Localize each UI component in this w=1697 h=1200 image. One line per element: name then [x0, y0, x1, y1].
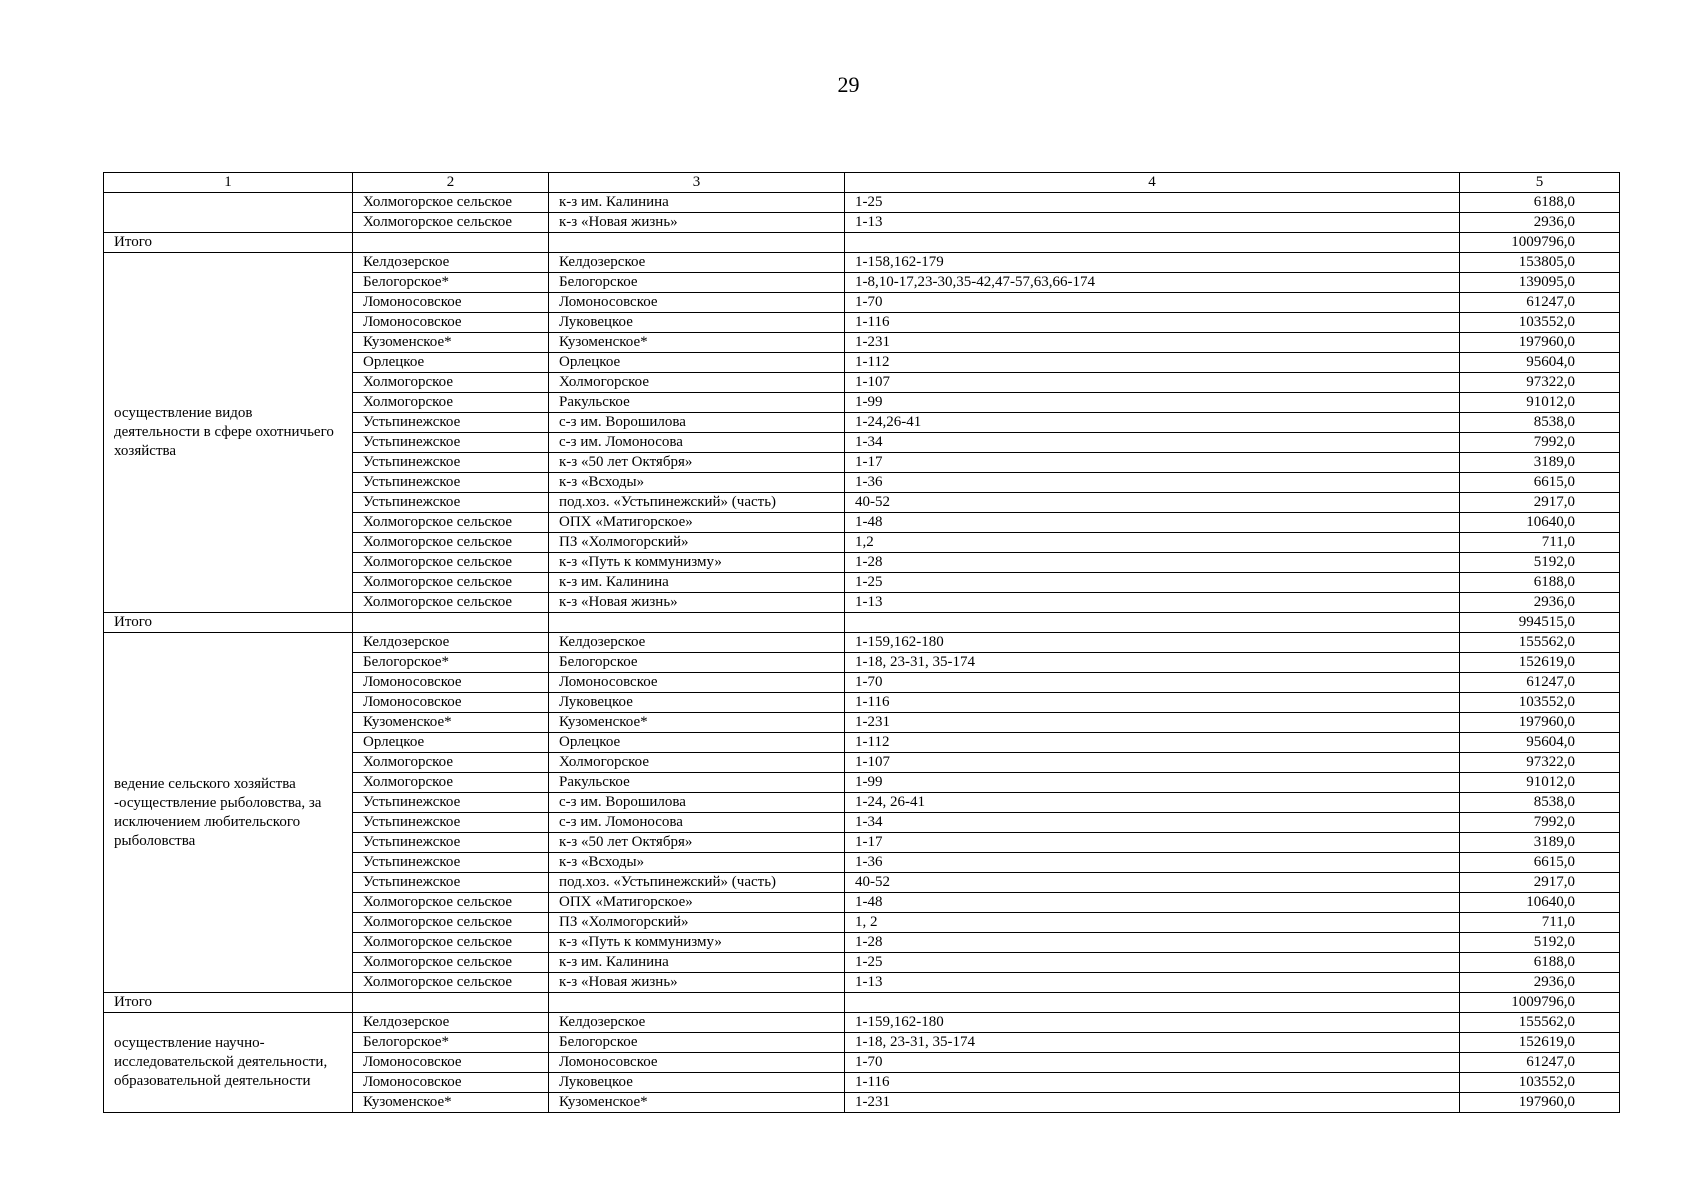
forestry-cell: Ломоносовское: [353, 1073, 549, 1093]
empty-cell: [549, 613, 845, 633]
forestry-cell: Холмогорское сельское: [353, 213, 549, 233]
area-cell: 2936,0: [1460, 593, 1620, 613]
district-forestry-cell: Холмогорское: [549, 753, 845, 773]
table-row: [104, 193, 1620, 213]
quarters-cell: 1-48: [845, 893, 1460, 913]
district-forestry-cell: Ракульское: [549, 773, 845, 793]
district-forestry-cell: Кузоменское*: [549, 1093, 845, 1113]
forestry-cell: Ломоносовское: [353, 293, 549, 313]
quarters-cell: 1-34: [845, 813, 1460, 833]
district-forestry-cell: к-з «Путь к коммунизму»: [549, 553, 845, 573]
forestry-cell: Кузоменское*: [353, 713, 549, 733]
purpose-group-cell: [104, 193, 353, 233]
purpose-group-cell: ведение сельского хозяйства -осуществление рыболовства, за исключением любительского рыболовства: [104, 633, 353, 993]
area-cell: 711,0: [1460, 533, 1620, 553]
empty-cell: [845, 993, 1460, 1013]
quarters-cell: 1-112: [845, 733, 1460, 753]
empty-cell: [845, 613, 1460, 633]
column-number-cell: 5: [1460, 173, 1620, 193]
forestry-cell: Холмогорское сельское: [353, 913, 549, 933]
forestry-cell: Холмогорское: [353, 373, 549, 393]
forestry-cell: Устьпинежское: [353, 493, 549, 513]
forestry-cell: Устьпинежское: [353, 413, 549, 433]
column-number-cell: 2: [353, 173, 549, 193]
district-forestry-cell: ОПХ «Матигорское»: [549, 513, 845, 533]
district-forestry-cell: Луковецкое: [549, 693, 845, 713]
forestry-cell: Холмогорское сельское: [353, 593, 549, 613]
quarters-cell: 1-112: [845, 353, 1460, 373]
area-cell: 6188,0: [1460, 193, 1620, 213]
forestry-cell: Орлецкое: [353, 733, 549, 753]
forestry-cell: Ломоносовское: [353, 1053, 549, 1073]
district-forestry-cell: Келдозерское: [549, 633, 845, 653]
total-label: Итого: [104, 993, 353, 1013]
forestry-cell: Холмогорское сельское: [353, 193, 549, 213]
quarters-cell: 1-25: [845, 953, 1460, 973]
quarters-cell: 1-8,10-17,23-30,35-42,47-57,63,66-174: [845, 273, 1460, 293]
forestry-cell: Ломоносовское: [353, 313, 549, 333]
quarters-cell: 1-70: [845, 673, 1460, 693]
quarters-cell: 1-116: [845, 1073, 1460, 1093]
district-forestry-cell: Келдозерское: [549, 1013, 845, 1033]
district-forestry-cell: с-з им. Ворошилова: [549, 793, 845, 813]
column-number-cell: 1: [104, 173, 353, 193]
district-forestry-cell: к-з «50 лет Октября»: [549, 833, 845, 853]
empty-cell: [845, 233, 1460, 253]
column-number-row: [104, 173, 1620, 193]
quarters-cell: 1-158,162-179: [845, 253, 1460, 273]
quarters-cell: 1-99: [845, 393, 1460, 413]
table-row: [104, 633, 1620, 653]
area-cell: 139095,0: [1460, 273, 1620, 293]
area-cell: 91012,0: [1460, 773, 1620, 793]
area-cell: 2936,0: [1460, 973, 1620, 993]
forestry-cell: Холмогорское сельское: [353, 933, 549, 953]
purpose-group-cell: осуществление видов деятельности в сфере охотничьего хозяйства: [104, 253, 353, 613]
forestry-cell: Кузоменское*: [353, 1093, 549, 1113]
area-cell: 95604,0: [1460, 353, 1620, 373]
forestry-cell: Белогорское*: [353, 1033, 549, 1053]
quarters-cell: 1-36: [845, 473, 1460, 493]
district-forestry-cell: к-з «Путь к коммунизму»: [549, 933, 845, 953]
district-forestry-cell: Орлецкое: [549, 353, 845, 373]
total-value: 1009796,0: [1460, 993, 1620, 1013]
district-forestry-cell: к-з им. Калинина: [549, 193, 845, 213]
district-forestry-cell: к-з «Новая жизнь»: [549, 593, 845, 613]
quarters-cell: 1-36: [845, 853, 1460, 873]
area-cell: 61247,0: [1460, 1053, 1620, 1073]
forestry-cell: Устьпинежское: [353, 473, 549, 493]
total-row: [104, 233, 1620, 253]
table-body: [104, 173, 1620, 1113]
area-cell: 3189,0: [1460, 453, 1620, 473]
district-forestry-cell: Луковецкое: [549, 313, 845, 333]
area-cell: 103552,0: [1460, 1073, 1620, 1093]
district-forestry-cell: к-з «Новая жизнь»: [549, 973, 845, 993]
area-cell: 103552,0: [1460, 313, 1620, 333]
quarters-cell: 1-107: [845, 373, 1460, 393]
quarters-cell: 1, 2: [845, 913, 1460, 933]
forestry-cell: Ломоносовское: [353, 693, 549, 713]
area-cell: 197960,0: [1460, 713, 1620, 733]
area-cell: 10640,0: [1460, 513, 1620, 533]
quarters-cell: 1-48: [845, 513, 1460, 533]
forestry-cell: Устьпинежское: [353, 873, 549, 893]
quarters-cell: 1-28: [845, 933, 1460, 953]
district-forestry-cell: Белогорское: [549, 653, 845, 673]
total-value: 994515,0: [1460, 613, 1620, 633]
area-cell: 152619,0: [1460, 1033, 1620, 1053]
area-cell: 155562,0: [1460, 633, 1620, 653]
district-forestry-cell: Орлецкое: [549, 733, 845, 753]
quarters-cell: 1-231: [845, 333, 1460, 353]
district-forestry-cell: Кузоменское*: [549, 713, 845, 733]
forestry-register-table: [103, 172, 1620, 1113]
district-forestry-cell: к-з «Всходы»: [549, 853, 845, 873]
forestry-cell: Холмогорское сельское: [353, 553, 549, 573]
district-forestry-cell: ОПХ «Матигорское»: [549, 893, 845, 913]
total-row: [104, 993, 1620, 1013]
area-cell: 2917,0: [1460, 873, 1620, 893]
district-forestry-cell: Ломоносовское: [549, 673, 845, 693]
quarters-cell: 1-18, 23-31, 35-174: [845, 1033, 1460, 1053]
total-label: Итого: [104, 613, 353, 633]
district-forestry-cell: ПЗ «Холмогорский»: [549, 913, 845, 933]
area-cell: 7992,0: [1460, 813, 1620, 833]
quarters-cell: 1-116: [845, 693, 1460, 713]
area-cell: 152619,0: [1460, 653, 1620, 673]
area-cell: 711,0: [1460, 913, 1620, 933]
area-cell: 97322,0: [1460, 373, 1620, 393]
table-row: [104, 1013, 1620, 1033]
district-forestry-cell: Келдозерское: [549, 253, 845, 273]
quarters-cell: 1-70: [845, 1053, 1460, 1073]
district-forestry-cell: Луковецкое: [549, 1073, 845, 1093]
quarters-cell: 1-17: [845, 453, 1460, 473]
area-cell: 10640,0: [1460, 893, 1620, 913]
total-row: [104, 613, 1620, 633]
empty-cell: [549, 993, 845, 1013]
quarters-cell: 40-52: [845, 873, 1460, 893]
forestry-cell: Холмогорское сельское: [353, 533, 549, 553]
quarters-cell: 1-13: [845, 593, 1460, 613]
area-cell: 97322,0: [1460, 753, 1620, 773]
area-cell: 2936,0: [1460, 213, 1620, 233]
forestry-cell: Холмогорское: [353, 753, 549, 773]
forestry-cell: Холмогорское сельское: [353, 953, 549, 973]
forestry-cell: Холмогорское: [353, 393, 549, 413]
area-cell: 6615,0: [1460, 473, 1620, 493]
area-cell: 5192,0: [1460, 933, 1620, 953]
district-forestry-cell: с-з им. Ломоносова: [549, 813, 845, 833]
quarters-cell: 1,2: [845, 533, 1460, 553]
area-cell: 6188,0: [1460, 573, 1620, 593]
column-number-cell: 4: [845, 173, 1460, 193]
district-forestry-cell: Белогорское: [549, 1033, 845, 1053]
empty-cell: [353, 233, 549, 253]
forestry-cell: Белогорское*: [353, 653, 549, 673]
forestry-cell: Келдозерское: [353, 633, 549, 653]
area-cell: 197960,0: [1460, 333, 1620, 353]
area-cell: 155562,0: [1460, 1013, 1620, 1033]
quarters-cell: 1-159,162-180: [845, 633, 1460, 653]
forestry-cell: Устьпинежское: [353, 453, 549, 473]
quarters-cell: 1-159,162-180: [845, 1013, 1460, 1033]
forestry-cell: Холмогорское сельское: [353, 513, 549, 533]
district-forestry-cell: Холмогорское: [549, 373, 845, 393]
page-number: 29: [837, 72, 860, 97]
total-label: Итого: [104, 233, 353, 253]
forestry-cell: Кузоменское*: [353, 333, 549, 353]
empty-cell: [549, 233, 845, 253]
empty-cell: [353, 993, 549, 1013]
forestry-cell: Орлецкое: [353, 353, 549, 373]
quarters-cell: 1-231: [845, 1093, 1460, 1113]
purpose-group-cell: осуществление научно-исследовательской деятельности, образовательной деятельности: [104, 1013, 353, 1113]
area-cell: 91012,0: [1460, 393, 1620, 413]
forestry-cell: Устьпинежское: [353, 853, 549, 873]
quarters-cell: 1-70: [845, 293, 1460, 313]
area-cell: 8538,0: [1460, 413, 1620, 433]
quarters-cell: 1-107: [845, 753, 1460, 773]
area-cell: 2917,0: [1460, 493, 1620, 513]
forestry-cell: Устьпинежское: [353, 833, 549, 853]
area-cell: 103552,0: [1460, 693, 1620, 713]
forestry-cell: Холмогорское: [353, 773, 549, 793]
district-forestry-cell: к-з им. Калинина: [549, 573, 845, 593]
district-forestry-cell: Ломоносовское: [549, 293, 845, 313]
district-forestry-cell: Белогорское: [549, 273, 845, 293]
district-forestry-cell: к-з «50 лет Октября»: [549, 453, 845, 473]
district-forestry-cell: к-з им. Калинина: [549, 953, 845, 973]
area-cell: 8538,0: [1460, 793, 1620, 813]
area-cell: 3189,0: [1460, 833, 1620, 853]
area-cell: 197960,0: [1460, 1093, 1620, 1113]
district-forestry-cell: к-з «Новая жизнь»: [549, 213, 845, 233]
district-forestry-cell: Кузоменское*: [549, 333, 845, 353]
quarters-cell: 1-18, 23-31, 35-174: [845, 653, 1460, 673]
quarters-cell: 1-99: [845, 773, 1460, 793]
forestry-cell: Ломоносовское: [353, 673, 549, 693]
district-forestry-cell: Ломоносовское: [549, 1053, 845, 1073]
forestry-cell: Холмогорское сельское: [353, 573, 549, 593]
quarters-cell: 1-28: [845, 553, 1460, 573]
area-cell: 6188,0: [1460, 953, 1620, 973]
quarters-cell: 1-34: [845, 433, 1460, 453]
forestry-cell: Холмогорское сельское: [353, 893, 549, 913]
area-cell: 5192,0: [1460, 553, 1620, 573]
forestry-cell: Келдозерское: [353, 1013, 549, 1033]
area-cell: 6615,0: [1460, 853, 1620, 873]
district-forestry-cell: с-з им. Ломоносова: [549, 433, 845, 453]
forestry-cell: Холмогорское сельское: [353, 973, 549, 993]
quarters-cell: 1-24, 26-41: [845, 793, 1460, 813]
forestry-cell: Устьпинежское: [353, 813, 549, 833]
quarters-cell: 1-25: [845, 573, 1460, 593]
area-cell: 7992,0: [1460, 433, 1620, 453]
empty-cell: [353, 613, 549, 633]
district-forestry-cell: под.хоз. «Устьпинежский» (часть): [549, 493, 845, 513]
total-value: 1009796,0: [1460, 233, 1620, 253]
district-forestry-cell: под.хоз. «Устьпинежский» (часть): [549, 873, 845, 893]
forestry-cell: Устьпинежское: [353, 433, 549, 453]
district-forestry-cell: ПЗ «Холмогорский»: [549, 533, 845, 553]
area-cell: 95604,0: [1460, 733, 1620, 753]
quarters-cell: 1-24,26-41: [845, 413, 1460, 433]
quarters-cell: 1-13: [845, 213, 1460, 233]
quarters-cell: 1-13: [845, 973, 1460, 993]
column-number-cell: 3: [549, 173, 845, 193]
area-cell: 61247,0: [1460, 673, 1620, 693]
table-row: [104, 253, 1620, 273]
forestry-cell: Устьпинежское: [353, 793, 549, 813]
area-cell: 61247,0: [1460, 293, 1620, 313]
quarters-cell: 1-231: [845, 713, 1460, 733]
district-forestry-cell: к-з «Всходы»: [549, 473, 845, 493]
area-cell: 153805,0: [1460, 253, 1620, 273]
quarters-cell: 1-116: [845, 313, 1460, 333]
forestry-cell: Келдозерское: [353, 253, 549, 273]
forestry-cell: Белогорское*: [353, 273, 549, 293]
quarters-cell: 40-52: [845, 493, 1460, 513]
quarters-cell: 1-25: [845, 193, 1460, 213]
quarters-cell: 1-17: [845, 833, 1460, 853]
district-forestry-cell: Ракульское: [549, 393, 845, 413]
district-forestry-cell: с-з им. Ворошилова: [549, 413, 845, 433]
